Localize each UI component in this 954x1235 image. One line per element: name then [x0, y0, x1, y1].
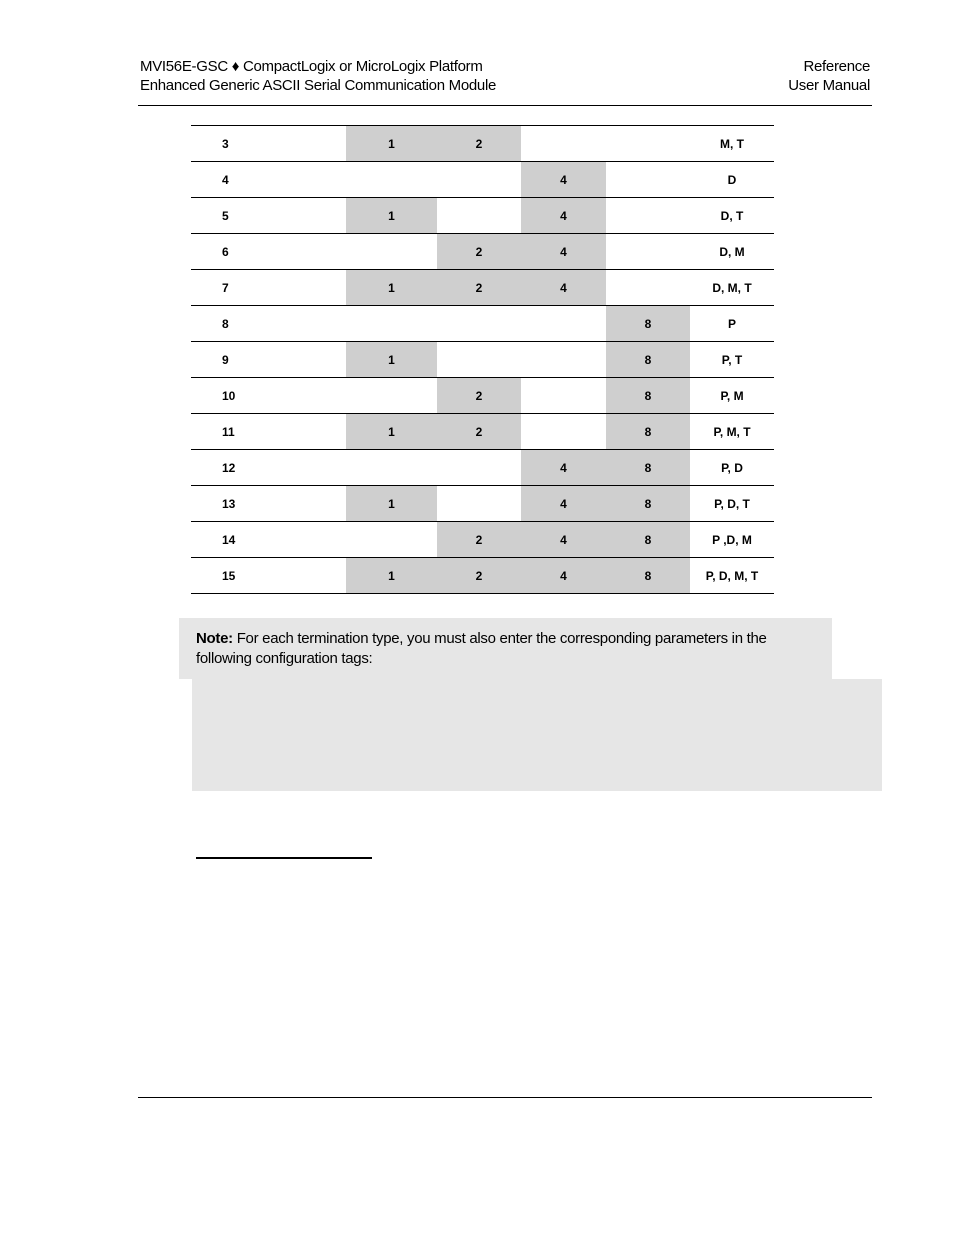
- bit-cell-1: [346, 378, 437, 414]
- bit-cell-8: [606, 162, 690, 198]
- table-row: [191, 270, 774, 306]
- termination-value-cell: 3: [191, 126, 346, 162]
- table-row: [191, 306, 774, 342]
- bit-cell-1: 1: [346, 198, 437, 234]
- bit-cell-2: 2: [437, 234, 521, 270]
- bit-cell-4: 4: [521, 486, 606, 522]
- termination-value-cell: 14: [191, 522, 346, 558]
- termination-label-cell: M, T: [690, 126, 774, 162]
- table-row: [191, 126, 774, 162]
- bit-cell-2: 2: [437, 378, 521, 414]
- bit-cell-2: [437, 198, 521, 234]
- bit-cell-8: [606, 234, 690, 270]
- bit-cell-4: [521, 378, 606, 414]
- termination-value-cell: 8: [191, 306, 346, 342]
- bit-cell-4: [521, 306, 606, 342]
- bit-cell-1: [346, 450, 437, 486]
- bit-cell-2: 2: [437, 126, 521, 162]
- termination-label-cell: P, D: [690, 450, 774, 486]
- bit-cell-1: [346, 162, 437, 198]
- table-row: [191, 522, 774, 558]
- termination-label-cell: D, M, T: [690, 270, 774, 306]
- termination-value-cell: 15: [191, 558, 346, 594]
- bit-cell-1: 1: [346, 270, 437, 306]
- termination-value-cell: 4: [191, 162, 346, 198]
- note-label: Note:: [196, 630, 233, 647]
- table-row: [191, 198, 774, 234]
- table-row: [191, 378, 774, 414]
- termination-value-cell: 10: [191, 378, 346, 414]
- bit-cell-2: 2: [437, 558, 521, 594]
- bit-cell-4: [521, 126, 606, 162]
- note: [196, 629, 816, 669]
- bit-cell-8: [606, 198, 690, 234]
- table-row: [191, 234, 774, 270]
- bit-cell-4: 4: [521, 522, 606, 558]
- termination-label-cell: P, M, T: [690, 414, 774, 450]
- note-text: For each termination type, you must also enter the corresponding parameters in the following configuration tags:: [196, 630, 767, 667]
- header-divider: [138, 105, 872, 106]
- bit-cell-4: 4: [521, 198, 606, 234]
- header-section: Reference: [803, 58, 870, 75]
- bit-cell-4: [521, 414, 606, 450]
- bit-cell-4: 4: [521, 162, 606, 198]
- bit-cell-4: 4: [521, 270, 606, 306]
- termination-value-cell: 6: [191, 234, 346, 270]
- bit-cell-2: [437, 306, 521, 342]
- header-doc-type: User Manual: [788, 77, 870, 94]
- bit-cell-1: [346, 234, 437, 270]
- bit-cell-1: 1: [346, 342, 437, 378]
- termination-label-cell: D, T: [690, 198, 774, 234]
- termination-table: [191, 125, 774, 594]
- termination-label-cell: P, T: [690, 342, 774, 378]
- bit-cell-1: 1: [346, 414, 437, 450]
- bit-cell-8: 8: [606, 522, 690, 558]
- bit-cell-8: 8: [606, 342, 690, 378]
- bit-cell-2: [437, 342, 521, 378]
- termination-label-cell: P, D, T: [690, 486, 774, 522]
- section-rule: [196, 857, 372, 859]
- termination-label-cell: P: [690, 306, 774, 342]
- bit-cell-2: 2: [437, 522, 521, 558]
- termination-value-cell: 5: [191, 198, 346, 234]
- bit-cell-8: [606, 270, 690, 306]
- table-row: [191, 162, 774, 198]
- bit-cell-1: 1: [346, 558, 437, 594]
- bit-cell-8: 8: [606, 378, 690, 414]
- table-row: [191, 450, 774, 486]
- bit-cell-8: 8: [606, 414, 690, 450]
- termination-value-cell: 12: [191, 450, 346, 486]
- termination-value-cell: 9: [191, 342, 346, 378]
- termination-table-body: [191, 126, 774, 594]
- table-row: [191, 486, 774, 522]
- bit-cell-8: 8: [606, 486, 690, 522]
- table-row: [191, 558, 774, 594]
- termination-value-cell: 11: [191, 414, 346, 450]
- bit-cell-8: 8: [606, 306, 690, 342]
- header-product-title: MVI56E-GSC ♦ CompactLogix or MicroLogix Platform: [140, 58, 483, 75]
- footer-divider: [138, 1097, 872, 1098]
- bit-cell-8: 8: [606, 450, 690, 486]
- bit-cell-8: 8: [606, 558, 690, 594]
- bit-cell-2: [437, 162, 521, 198]
- termination-label-cell: D, M: [690, 234, 774, 270]
- bit-cell-1: [346, 522, 437, 558]
- header-right: [788, 57, 870, 95]
- termination-label-cell: P, M: [690, 378, 774, 414]
- header-left: [140, 57, 496, 95]
- bit-cell-2: [437, 486, 521, 522]
- header-module-title: Enhanced Generic ASCII Serial Communication Module: [140, 77, 497, 94]
- termination-value-cell: 7: [191, 270, 346, 306]
- table-row: [191, 414, 774, 450]
- bit-cell-4: 4: [521, 558, 606, 594]
- bit-cell-4: 4: [521, 450, 606, 486]
- bit-cell-1: [346, 306, 437, 342]
- bit-cell-4: [521, 342, 606, 378]
- bit-cell-1: 1: [346, 486, 437, 522]
- bit-cell-4: 4: [521, 234, 606, 270]
- termination-label-cell: P ,D, M: [690, 522, 774, 558]
- bit-cell-2: [437, 450, 521, 486]
- bit-cell-2: 2: [437, 414, 521, 450]
- bit-cell-2: 2: [437, 270, 521, 306]
- termination-value-cell: 13: [191, 486, 346, 522]
- table-row: [191, 342, 774, 378]
- termination-label-cell: P, D, M, T: [690, 558, 774, 594]
- bit-cell-8: [606, 126, 690, 162]
- note-box-bottom: [192, 679, 882, 791]
- termination-label-cell: D: [690, 162, 774, 198]
- bit-cell-1: 1: [346, 126, 437, 162]
